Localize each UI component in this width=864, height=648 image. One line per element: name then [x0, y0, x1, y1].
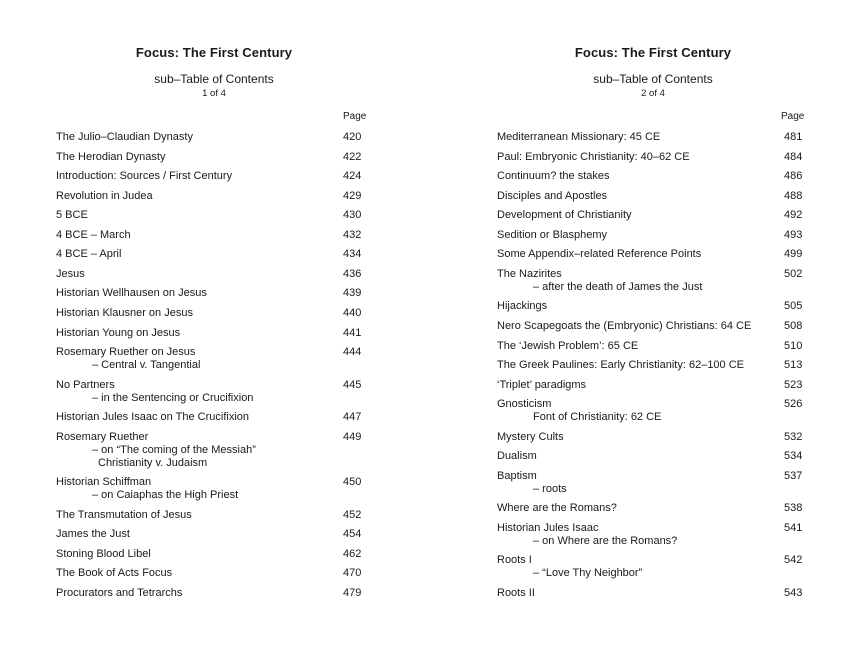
- toc-entry-title: Historian Wellhausen on Jesus: [56, 287, 207, 300]
- toc-entry[interactable]: [497, 151, 817, 164]
- toc-entry-page-number: 502: [784, 267, 803, 280]
- toc-entry[interactable]: [497, 502, 817, 515]
- toc-entry-page-number: 424: [343, 170, 362, 183]
- toc-entry-title: Rosemary Ruether on Jesus: [56, 346, 196, 359]
- toc-entry-page-number: 436: [343, 267, 362, 280]
- toc-entry-subtitle: Christianity v. Judaism: [98, 456, 208, 469]
- toc-entry-page-number: 541: [784, 521, 803, 534]
- toc-entry-page-number: 481: [784, 131, 803, 143]
- toc-entry-page-number: 484: [784, 150, 803, 163]
- page-subtitle: sub–Table of Contents: [154, 72, 274, 86]
- toc-entry-title: Roots I: [497, 554, 532, 567]
- toc-entry-title: 5 BCE: [56, 209, 88, 222]
- toc-entry[interactable]: [56, 229, 376, 242]
- toc-entry-page-number: 488: [784, 189, 803, 202]
- toc-entry[interactable]: [497, 398, 817, 424]
- toc-entry-title: Revolution in Judea: [56, 189, 153, 202]
- toc-entry-title: The Nazirites: [497, 267, 562, 280]
- toc-entry-page-number: 429: [343, 189, 362, 202]
- toc-entry[interactable]: [56, 151, 376, 164]
- toc-entry-page-number: 422: [343, 150, 362, 163]
- toc-entry-page-number: 479: [343, 587, 362, 599]
- toc-entry[interactable]: [497, 248, 817, 261]
- toc-entry[interactable]: [56, 567, 376, 580]
- toc-entry-title: The Book of Acts Focus: [56, 567, 173, 580]
- toc-entry-page-number: 526: [784, 398, 803, 411]
- toc-entry-title: Dualism: [497, 450, 537, 463]
- page-column-header: Page: [781, 111, 805, 122]
- toc-entry[interactable]: [56, 307, 376, 320]
- toc-entry[interactable]: [56, 131, 376, 144]
- toc-entry-page-number: 492: [784, 209, 803, 222]
- page-count: 1 of 4: [202, 88, 226, 99]
- toc-entry[interactable]: [56, 170, 376, 183]
- toc-entry-page-number: 542: [784, 554, 803, 567]
- toc-entry[interactable]: [497, 229, 817, 242]
- toc-entry-page-number: 454: [343, 528, 362, 541]
- toc-entry-subtitle: – after the death of James the Just: [533, 280, 703, 293]
- toc-entry-title: ‘Triplet’ paradigms: [497, 378, 587, 391]
- toc-entry-title: Development of Christianity: [497, 209, 632, 222]
- toc-entry-title: No Partners: [56, 378, 115, 391]
- toc-entry[interactable]: [497, 320, 817, 333]
- toc-entry[interactable]: [497, 359, 817, 372]
- toc-entry[interactable]: [56, 379, 376, 405]
- toc-entry-page-number: 447: [343, 411, 362, 424]
- toc-entry[interactable]: [56, 248, 376, 261]
- toc-entry-subtitle: Font of Christianity: 62 CE: [533, 411, 662, 424]
- toc-entry-title: Nero Scapegoats the (Embryonic) Christians: 64 CE: [497, 319, 752, 332]
- toc-entry[interactable]: [56, 509, 376, 522]
- toc-entry[interactable]: [56, 268, 376, 281]
- toc-entry[interactable]: [497, 340, 817, 353]
- toc-entry-subtitle: – roots: [533, 482, 567, 495]
- toc-entry-title: Gnosticism: [497, 398, 552, 411]
- toc-entry-page-number: 470: [343, 567, 362, 580]
- toc-entry-page-number: 543: [784, 587, 803, 599]
- toc-entry-title: Stoning Blood Libel: [56, 547, 151, 560]
- toc-entry-title: Rosemary Ruether: [56, 430, 149, 443]
- toc-entry[interactable]: [56, 287, 376, 300]
- toc-entry-title: The Transmutation of Jesus: [56, 508, 192, 521]
- toc-page-1: [56, 0, 376, 648]
- toc-entry[interactable]: [56, 548, 376, 561]
- toc-page-2: [497, 0, 817, 648]
- toc-entry[interactable]: [56, 476, 376, 502]
- toc-entry-page-number: 420: [343, 131, 362, 143]
- toc-entry-page-number: 444: [343, 346, 362, 359]
- toc-entry-title: 4 BCE – March: [56, 228, 131, 241]
- toc-entry-page-number: 505: [784, 300, 803, 313]
- toc-entry-page-number: 439: [343, 287, 362, 300]
- toc-entry-page-number: 440: [343, 306, 362, 319]
- toc-entry-title: James the Just: [56, 528, 130, 541]
- toc-entry[interactable]: [497, 209, 817, 222]
- toc-entry[interactable]: [497, 131, 817, 144]
- toc-entry-page-number: 452: [343, 508, 362, 521]
- toc-entry-title: 4 BCE – April: [56, 248, 122, 261]
- toc-entry[interactable]: [497, 300, 817, 313]
- toc-entry[interactable]: [497, 554, 817, 580]
- toc-entry-page-number: 449: [343, 430, 362, 443]
- toc-entry[interactable]: [56, 528, 376, 541]
- toc-entry-title: Sedition or Blasphemy: [497, 228, 608, 241]
- page-column-header: Page: [343, 111, 367, 122]
- toc-entry-title: Historian Young on Jesus: [56, 326, 181, 339]
- toc-entry-page-number: 434: [343, 248, 362, 261]
- toc-entry-page-number: 513: [784, 359, 803, 372]
- toc-entry-page-number: 493: [784, 228, 803, 241]
- toc-entry-title: Hijackings: [497, 300, 548, 313]
- toc-entry-title: Some Appendix–related Reference Points: [497, 248, 702, 261]
- toc-entry[interactable]: [56, 411, 376, 424]
- toc-entry-subtitle: – on Where are the Romans?: [533, 534, 678, 547]
- toc-entry-title: Mediterranean Missionary: 45 CE: [497, 131, 661, 143]
- toc-entry-page-number: 499: [784, 248, 803, 261]
- toc-entry-title: Where are the Romans?: [497, 502, 617, 515]
- toc-entry[interactable]: [497, 190, 817, 203]
- toc-entry[interactable]: [497, 470, 817, 496]
- toc-entry[interactable]: [497, 522, 817, 548]
- toc-entry[interactable]: [56, 587, 376, 600]
- toc-entry-title: Procurators and Tetrarchs: [56, 587, 183, 599]
- toc-entry-page-number: 450: [343, 476, 362, 489]
- toc-entry-page-number: 432: [343, 228, 362, 241]
- toc-entry-page-number: 532: [784, 430, 803, 443]
- toc-entry-page-number: 537: [784, 469, 803, 482]
- toc-entry[interactable]: [56, 346, 376, 372]
- toc-entry-title: Historian Klausner on Jesus: [56, 306, 193, 319]
- toc-entry-page-number: 445: [343, 378, 362, 391]
- toc-entry-title: Continuum? the stakes: [497, 170, 610, 183]
- toc-entry-title: The Julio–Claudian Dynasty: [56, 131, 193, 143]
- toc-entry-subtitle: – on “The coming of the Messiah”: [92, 443, 256, 456]
- toc-entry[interactable]: [497, 379, 817, 392]
- toc-entry-page-number: 538: [784, 502, 803, 515]
- toc-entry-page-number: 510: [784, 339, 803, 352]
- toc-entry[interactable]: [56, 190, 376, 203]
- toc-entry[interactable]: [497, 587, 817, 600]
- toc-entry-title: Introduction: Sources / First Century: [56, 170, 233, 183]
- toc-entry-subtitle: – “Love Thy Neighbor”: [533, 567, 643, 580]
- toc-entry-subtitle: – Central v. Tangential: [92, 359, 201, 372]
- toc-entry-title: The ‘Jewish Problem’: 65 CE: [497, 339, 639, 352]
- toc-entry-title: Jesus: [56, 267, 85, 280]
- toc-entry-title: Historian Schiffman: [56, 476, 152, 489]
- toc-entry[interactable]: [497, 450, 817, 463]
- toc-entry-title: Paul: Embryonic Christianity: 40–62 CE: [497, 150, 690, 163]
- page-count: 2 of 4: [641, 88, 665, 99]
- toc-entry-title: Mystery Cults: [497, 430, 564, 443]
- page-title: Focus: The First Century: [135, 45, 293, 60]
- toc-entry[interactable]: [497, 431, 817, 444]
- toc-entry-title: Historian Jules Isaac on The Crucifixion: [56, 411, 249, 424]
- toc-entry[interactable]: [56, 209, 376, 222]
- toc-entry-page-number: 523: [784, 378, 803, 391]
- page-subtitle: sub–Table of Contents: [593, 72, 713, 86]
- toc-entry[interactable]: [56, 431, 376, 470]
- toc-entry-title: The Herodian Dynasty: [56, 150, 166, 163]
- toc-entry-page-number: 441: [343, 326, 362, 339]
- toc-entry-page-number: 430: [343, 209, 362, 222]
- toc-entry-subtitle: – on Caiaphas the High Priest: [92, 489, 239, 502]
- toc-entry-page-number: 462: [343, 547, 362, 560]
- toc-entry-title: Roots II: [497, 587, 535, 599]
- toc-entry-title: The Greek Paulines: Early Christianity: 62–100 CE: [497, 359, 745, 372]
- toc-entry-title: Historian Jules Isaac: [497, 521, 599, 534]
- toc-entry-page-number: 486: [784, 170, 803, 183]
- page-title: Focus: The First Century: [574, 45, 732, 60]
- toc-entry[interactable]: [497, 268, 817, 294]
- toc-entry-title: Disciples and Apostles: [497, 189, 608, 202]
- toc-entry[interactable]: [56, 327, 376, 340]
- toc-entry-title: Baptism: [497, 469, 537, 482]
- toc-entry-subtitle: – in the Sentencing or Crucifixion: [92, 391, 254, 404]
- toc-entry[interactable]: [497, 170, 817, 183]
- toc-entry-page-number: 508: [784, 319, 803, 332]
- toc-entry-page-number: 534: [784, 450, 803, 463]
